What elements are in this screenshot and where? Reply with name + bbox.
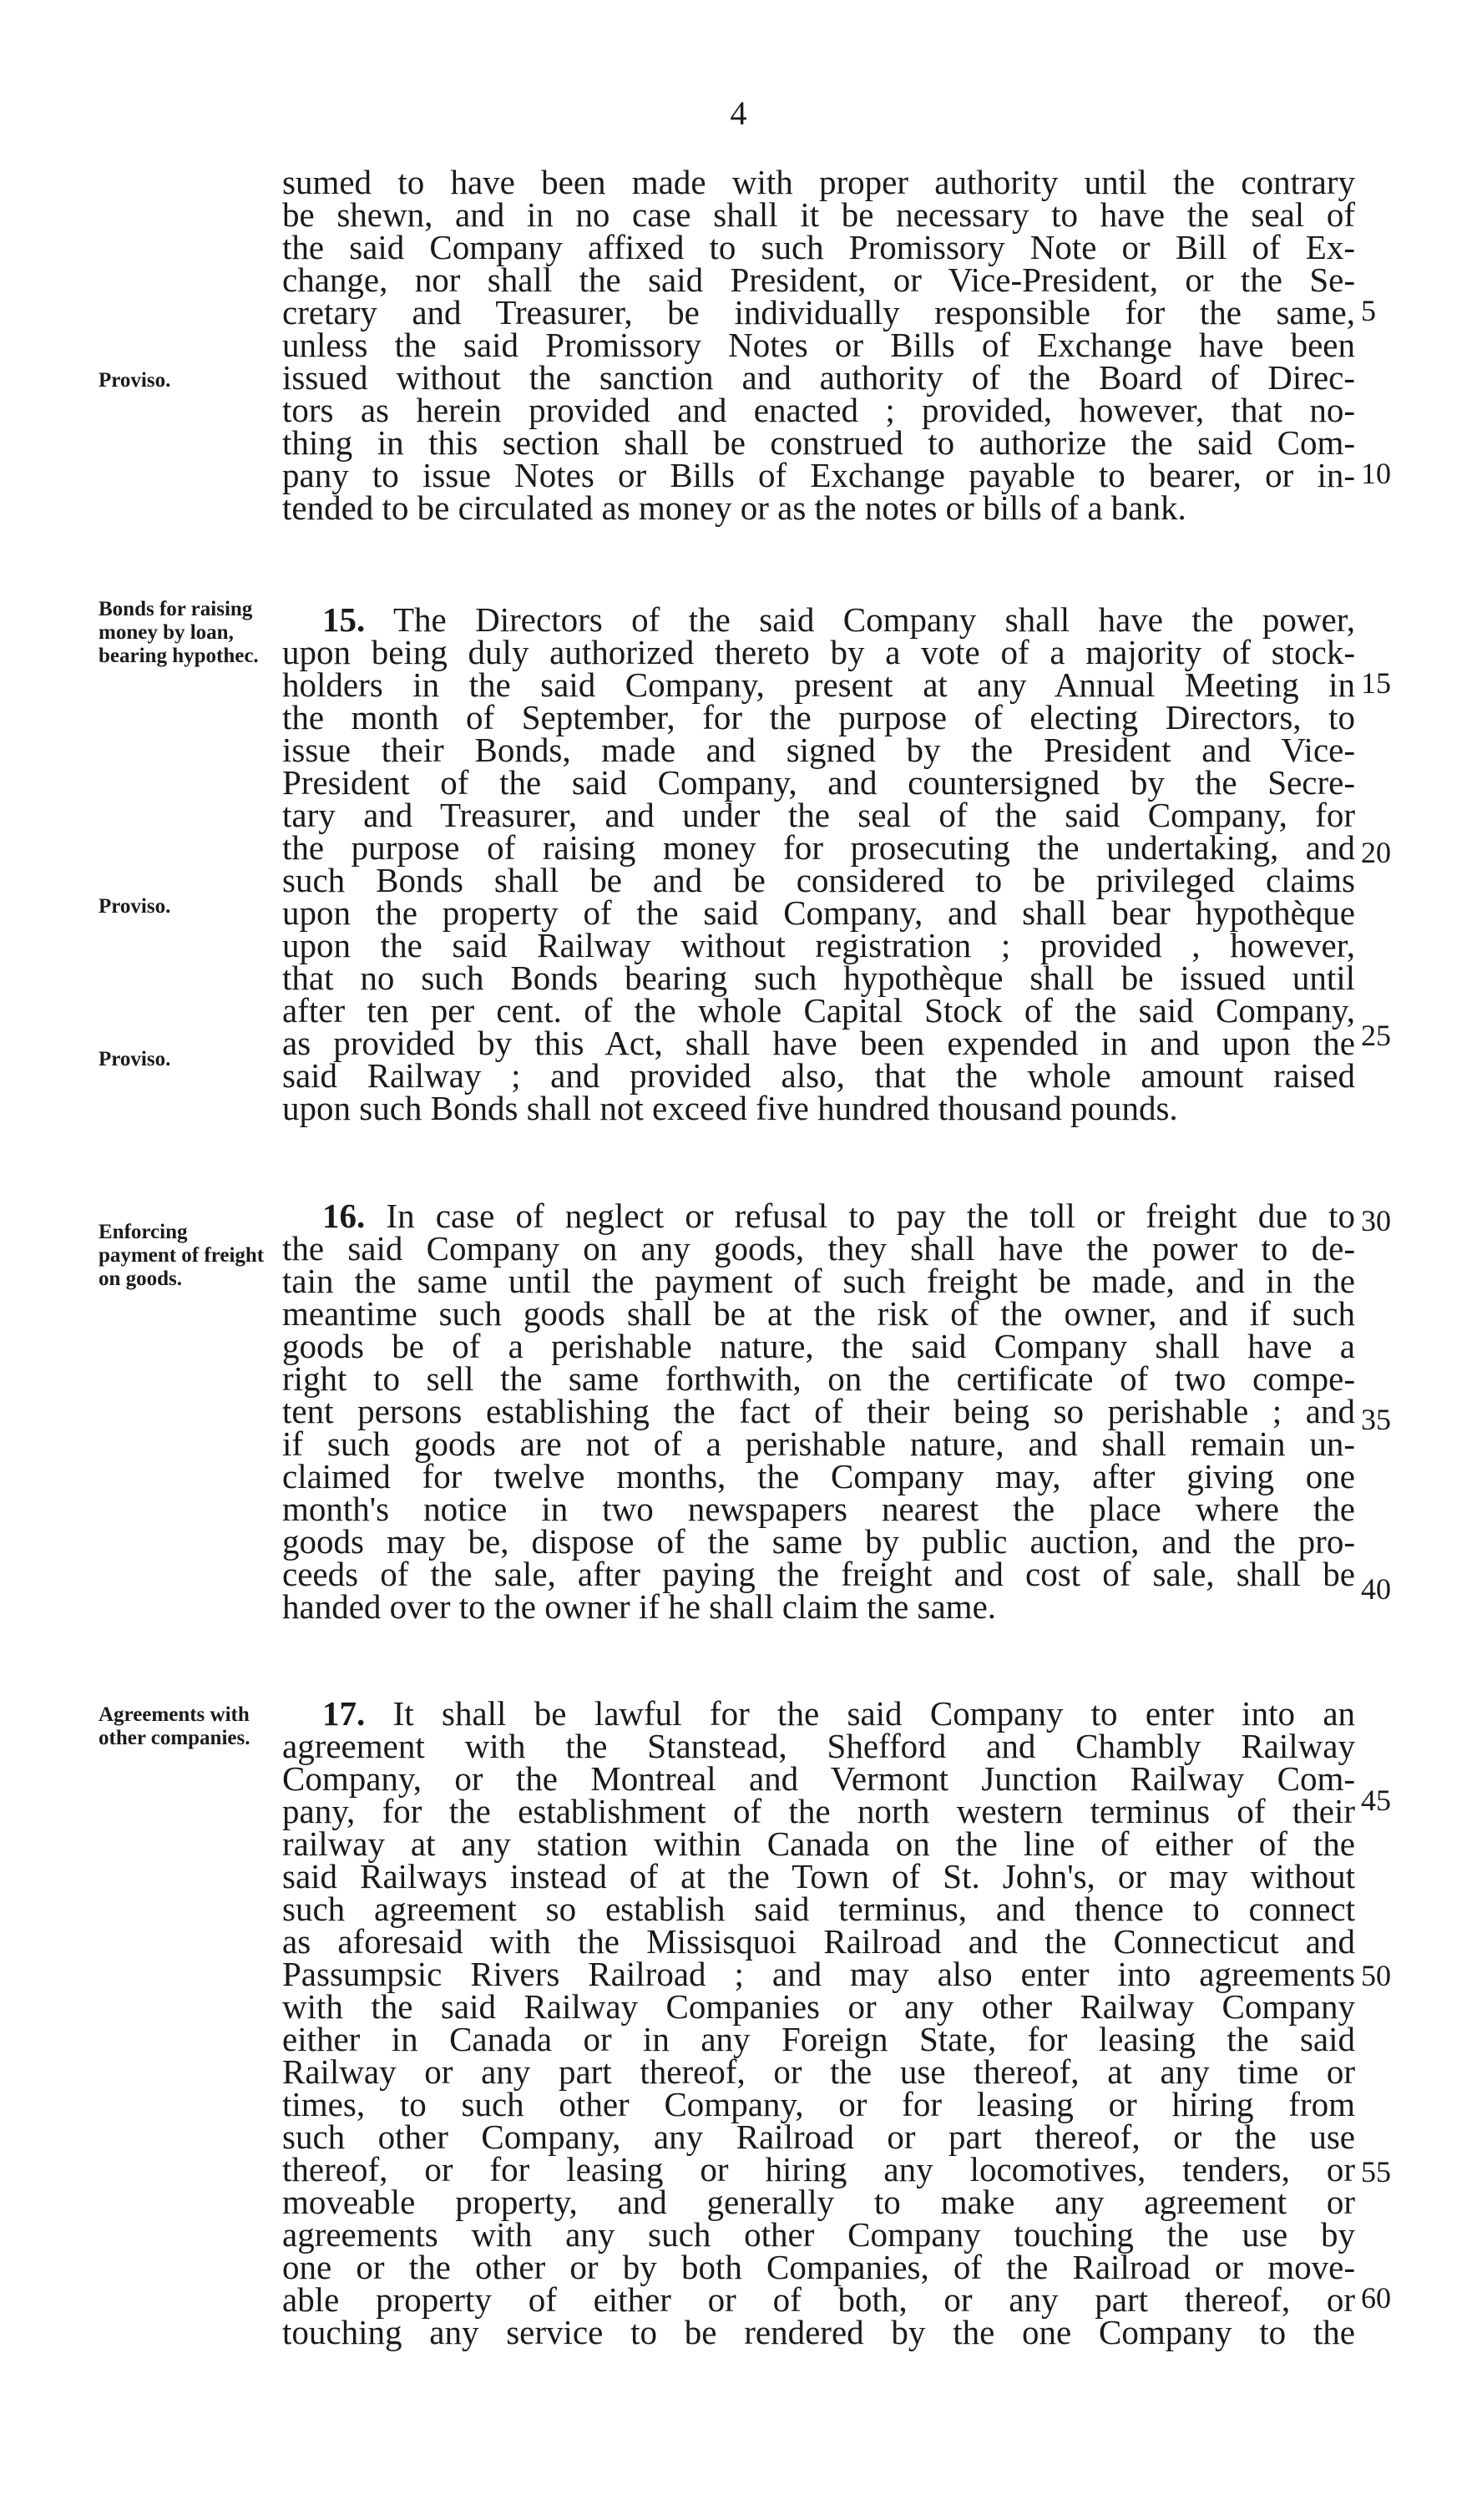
text-line: that no such Bonds bearing such hypothèque shall be issued until xyxy=(282,959,1355,997)
text-line: agreements with any such other Company touching the use by xyxy=(282,2215,1355,2254)
line-number: 35 xyxy=(1361,1403,1391,1436)
text-line: upon being duly authorized thereto by a vote of a majority of stock- xyxy=(282,633,1355,671)
text-line: if such goods are not of a perishable nature, and shall remain un- xyxy=(282,1424,1355,1463)
text-line: tary and Treasurer, and under the seal of the said Company, for xyxy=(282,796,1355,834)
text-line: upon the property of the said Company, and shall bear hypothèque xyxy=(282,893,1355,932)
text-line: after ten per cent. of the whole Capital Stock of the said Company, xyxy=(282,991,1355,1030)
text-line: right to sell the same forthwith, on the certificate of two compe- xyxy=(282,1359,1355,1398)
text-line: tended to be circulated as money or as the notes or bills of a bank. xyxy=(282,488,1186,527)
section-number: 15. xyxy=(322,600,366,639)
line-number: 5 xyxy=(1361,294,1376,327)
text-line: tain the same until the payment of such freight be made, and in the xyxy=(282,1262,1355,1300)
section-17 xyxy=(282,1694,1356,2356)
page-number: 4 xyxy=(730,94,747,132)
text-line: times, to such other Company, or for leasing or hiring from xyxy=(282,2085,1355,2123)
line-number: 15 xyxy=(1361,666,1391,700)
text-line: such agreement so establish said terminus, and thence to connect xyxy=(282,1890,1355,1928)
text-line: able property of either or of both, or any part thereof, or xyxy=(282,2280,1355,2319)
text-line: holders in the said Company, present at any Annual Meeting in xyxy=(282,665,1355,704)
text-line: upon such Bonds shall not exceed five hundred thousand pounds. xyxy=(282,1089,1178,1127)
text-line: moveable property, and generally to make any agreement or xyxy=(282,2183,1355,2221)
line-number: 60 xyxy=(1361,2281,1391,2315)
text-line: pany to issue Notes or Bills of Exchange payable to bearer, or in- xyxy=(282,456,1355,494)
text-line: upon the said Railway without registration ; provided , however, xyxy=(282,926,1355,964)
text-line: the said Company affixed to such Promissory Note or Bill of Ex- xyxy=(282,228,1355,266)
text-line: pany, for the establishment of the north western terminus of their xyxy=(282,1792,1355,1830)
text-line: be shewn, and in no case shall it be necessary to have the seal of xyxy=(282,195,1355,234)
text-line: as provided by this Act, shall have been expended in and upon the xyxy=(282,1024,1355,1062)
text-line: sumed to have been made with proper authority until the contrary xyxy=(282,163,1355,201)
line-number: 20 xyxy=(1361,836,1391,869)
line-number: 30 xyxy=(1361,1204,1391,1237)
text-line: claimed for twelve months, the Company may, after giving one xyxy=(282,1457,1355,1495)
text-line: 15. The Directors of the said Company shall have the power, xyxy=(322,600,1355,639)
text-line: cretary and Treasurer, be individually responsible for the same, xyxy=(282,293,1355,331)
line-number: 50 xyxy=(1361,1959,1391,1992)
text-line: change, nor shall the said President, or Vice-President, or the Se- xyxy=(282,261,1355,299)
text-line: railway at any station within Canada on the line of either of the xyxy=(282,1824,1355,1863)
line-number: 45 xyxy=(1361,1784,1391,1817)
text-line: with the said Railway Companies or any other Railway Company xyxy=(282,1987,1355,2026)
text-line: said Railway ; and provided also, that the whole amount raised xyxy=(282,1056,1355,1095)
text-line: 17. It shall be lawful for the said Company to enter into an xyxy=(322,1694,1356,1733)
text-line: meantime such goods shall be at the risk of the owner, and if such xyxy=(282,1294,1355,1333)
text-line: either in Canada or in any Foreign State, for leasing the said xyxy=(282,2020,1355,2058)
text-line: 16. In case of neglect or refusal to pay the toll or freight due to xyxy=(322,1197,1355,1235)
text-line: such Bonds shall be and be considered to be privileged claims xyxy=(282,861,1355,899)
text-line: such other Company, any Railroad or part thereof, or the use xyxy=(282,2118,1355,2156)
text-line: Railway or any part thereof, or the use thereof, at any time or xyxy=(282,2052,1355,2091)
margin-note: Agreements with other companies. xyxy=(99,1703,250,1749)
line-number: 40 xyxy=(1361,1572,1391,1606)
text-line: Company, or the Montreal and Vermont Junction Railway Com- xyxy=(282,1759,1355,1798)
line-number: 25 xyxy=(1361,1019,1391,1052)
text-line: handed over to the owner if he shall claim the same. xyxy=(282,1587,997,1626)
text-line: issued without the sanction and authority of the Board of Direc- xyxy=(282,358,1355,397)
margin-note: Proviso. xyxy=(99,369,171,392)
text-line: thereof, or for leasing or hiring any locomotives, tenders, or xyxy=(282,2150,1355,2189)
text-line: the purpose of raising money for prosecuting the undertaking, and xyxy=(282,828,1355,867)
paragraph-continuation xyxy=(282,165,1355,533)
text-line: one or the other or by both Companies, of the Railroad or move- xyxy=(282,2248,1355,2286)
text-line: goods be of a perishable nature, the said Company shall have a xyxy=(282,1327,1355,1365)
text-line: the month of September, for the purpose of electing Directors, to xyxy=(282,698,1355,736)
text-line: month's notice in two newspapers nearest the place where the xyxy=(282,1490,1355,1528)
text-line: thing in this section shall be construed to authorize the said Com- xyxy=(282,423,1355,462)
margin-note: Proviso. xyxy=(99,895,171,918)
text-line: issue their Bonds, made and signed by the President and Vice- xyxy=(282,731,1355,769)
section-number: 16. xyxy=(322,1197,366,1235)
margin-note: Proviso. xyxy=(99,1048,171,1070)
text-line: tent persons establishing the fact of their being so perishable ; and xyxy=(282,1392,1355,1430)
text-line: said Railways instead of at the Town of St. John's, or may without xyxy=(282,1857,1355,1895)
text-line: agreement with the Stanstead, Shefford and Chambly Railway xyxy=(282,1727,1355,1765)
text-line: touching any service to be rendered by the one Company to the xyxy=(282,2313,1355,2351)
section-16 xyxy=(282,1199,1355,1625)
text-line: President of the said Company, and countersigned by the Secre- xyxy=(282,763,1355,802)
margin-note: Bonds for raising money by loan, bearing hypothec. xyxy=(99,598,259,667)
text-line: Passumpsic Rivers Railroad ; and may also enter into agreements xyxy=(282,1955,1355,1993)
text-line: ceeds of the sale, after paying the freight and cost of sale, shall be xyxy=(282,1555,1355,1593)
text-line: goods may be, dispose of the same by public auction, and the pro- xyxy=(282,1522,1355,1561)
section-number: 17. xyxy=(322,1694,366,1733)
line-number: 55 xyxy=(1361,2155,1391,2189)
text-line: tors as herein provided and enacted ; provided, however, that no- xyxy=(282,391,1355,429)
text-line: the said Company on any goods, they shall have the power to de- xyxy=(282,1229,1355,1268)
section-15 xyxy=(282,600,1355,1129)
text-line: unless the said Promissory Notes or Bills of Exchange have been xyxy=(282,326,1355,364)
text-line: as aforesaid with the Missisquoi Railroad and the Connecticut and xyxy=(282,1922,1355,1961)
line-number: 10 xyxy=(1361,457,1391,490)
margin-note: Enforcing payment of freight on goods. xyxy=(99,1221,265,1290)
